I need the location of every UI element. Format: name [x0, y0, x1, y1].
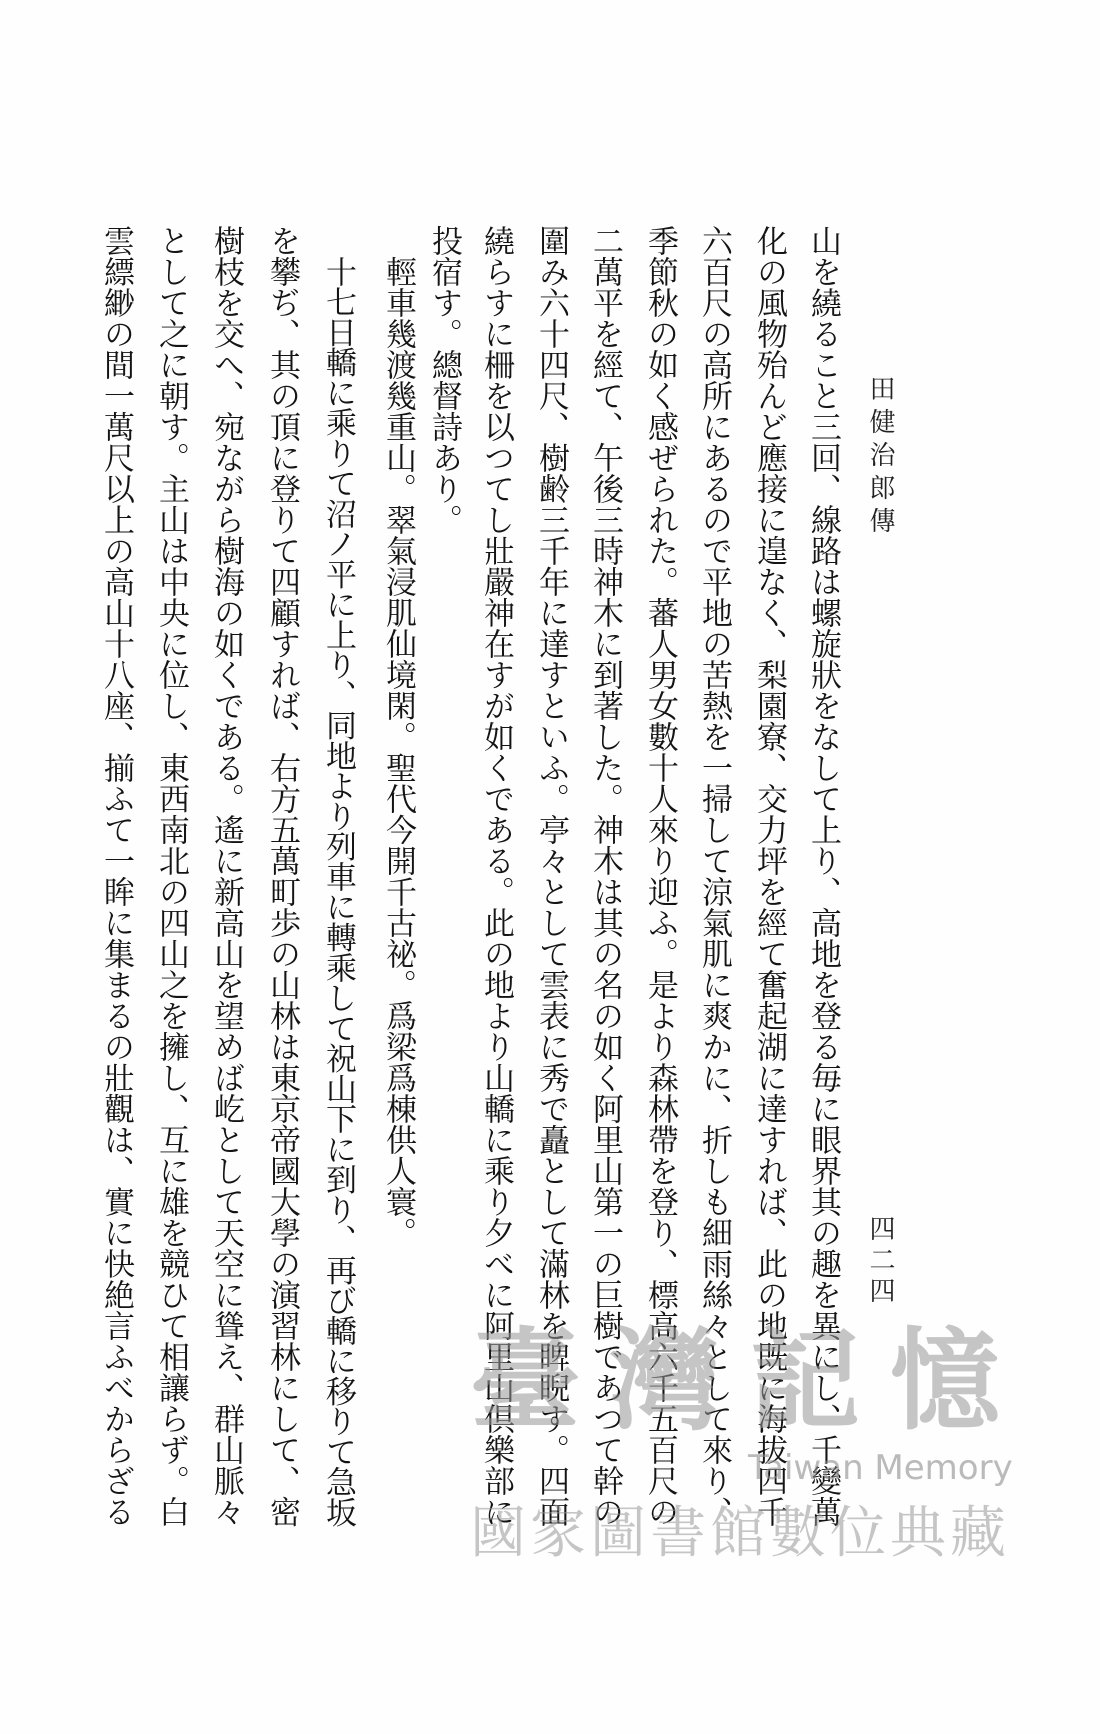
- text-column-7: 繞らすに柵を以つてし壯嚴神在すが如くである。此の地より山轎に乘り夕べに阿里山倶樂部に: [478, 225, 514, 1527]
- text-column-13: として之に朝す。主山は中央に位し、東西南北の四山之を擁し、互に雄を競ひて相讓らず。白: [153, 225, 189, 1527]
- text-column-1: 山を繞ること三回、線路は螺旋狀をなして上り、高地を登る毎に眼界其の趣を異にし、千變萬: [805, 225, 841, 1527]
- text-column-6: 圍み六十四尺、樹齢三千年に達すといふ。亭々として雲表に秀で矗として滿林を睥睨す。四面: [533, 225, 569, 1527]
- text-column-2: 化の風物殆んど應接に遑なく、梨園寮、交力坪を經て奮起湖に達すれば、此の地既に海拔四千: [751, 225, 787, 1527]
- text-column-11: を攀ぢ、其の頂に登りて四顧すれば、右方五萬町歩の山林は東京帝國大學の演習林にして、密: [264, 225, 300, 1527]
- text-column-10: 十七日轎に乘りて沼ノ平に上り、同地より列車に轉乘して祝山下に到り、再び轎に移りて急坂: [320, 256, 356, 1527]
- running-head: 田健治郎傳: [865, 375, 895, 540]
- text-column-5: 二萬平を經て、午後三時神木に到著した。神木は其の名の如く阿里山第一の巨樹であつて幹の: [587, 225, 623, 1527]
- text-column-14: 雲縹緲の間一萬尺以上の高山十八座、揃ふて一眸に集まるの壯觀は、實に快絶言ふべからざる: [98, 225, 134, 1527]
- watermark-institution: 國家圖書館數位典藏: [470, 1501, 1010, 1566]
- text-column-8: 投宿す。總督詩あり。: [426, 225, 462, 535]
- text-column-12: 樹枝を交へ、宛ながら樹海の如くである。遙に新高山を望めば屹として天空に聳え、群山脈々: [208, 225, 244, 1527]
- watermark-logo: 臺灣記憶: [470, 1316, 1030, 1445]
- poem-column: 輕車幾渡幾重山。翠氣浸肌仙境閑。聖代今開千古祕。爲梁爲棟供人寰。: [380, 256, 416, 1248]
- page-number: 四二四: [865, 1215, 895, 1308]
- watermark-english: Taiwan Memory: [748, 1448, 1013, 1488]
- text-column-3: 六百尺の高所にあるので平地の苦熱を一掃して涼氣肌に爽かに、折しも細雨絲々として來り、: [696, 225, 732, 1527]
- text-column-4: 季節秋の如く感ぜられた。蕃人男女數十人來り迎ふ。是より森林帶を登り、標高六千五百尺の: [642, 225, 678, 1527]
